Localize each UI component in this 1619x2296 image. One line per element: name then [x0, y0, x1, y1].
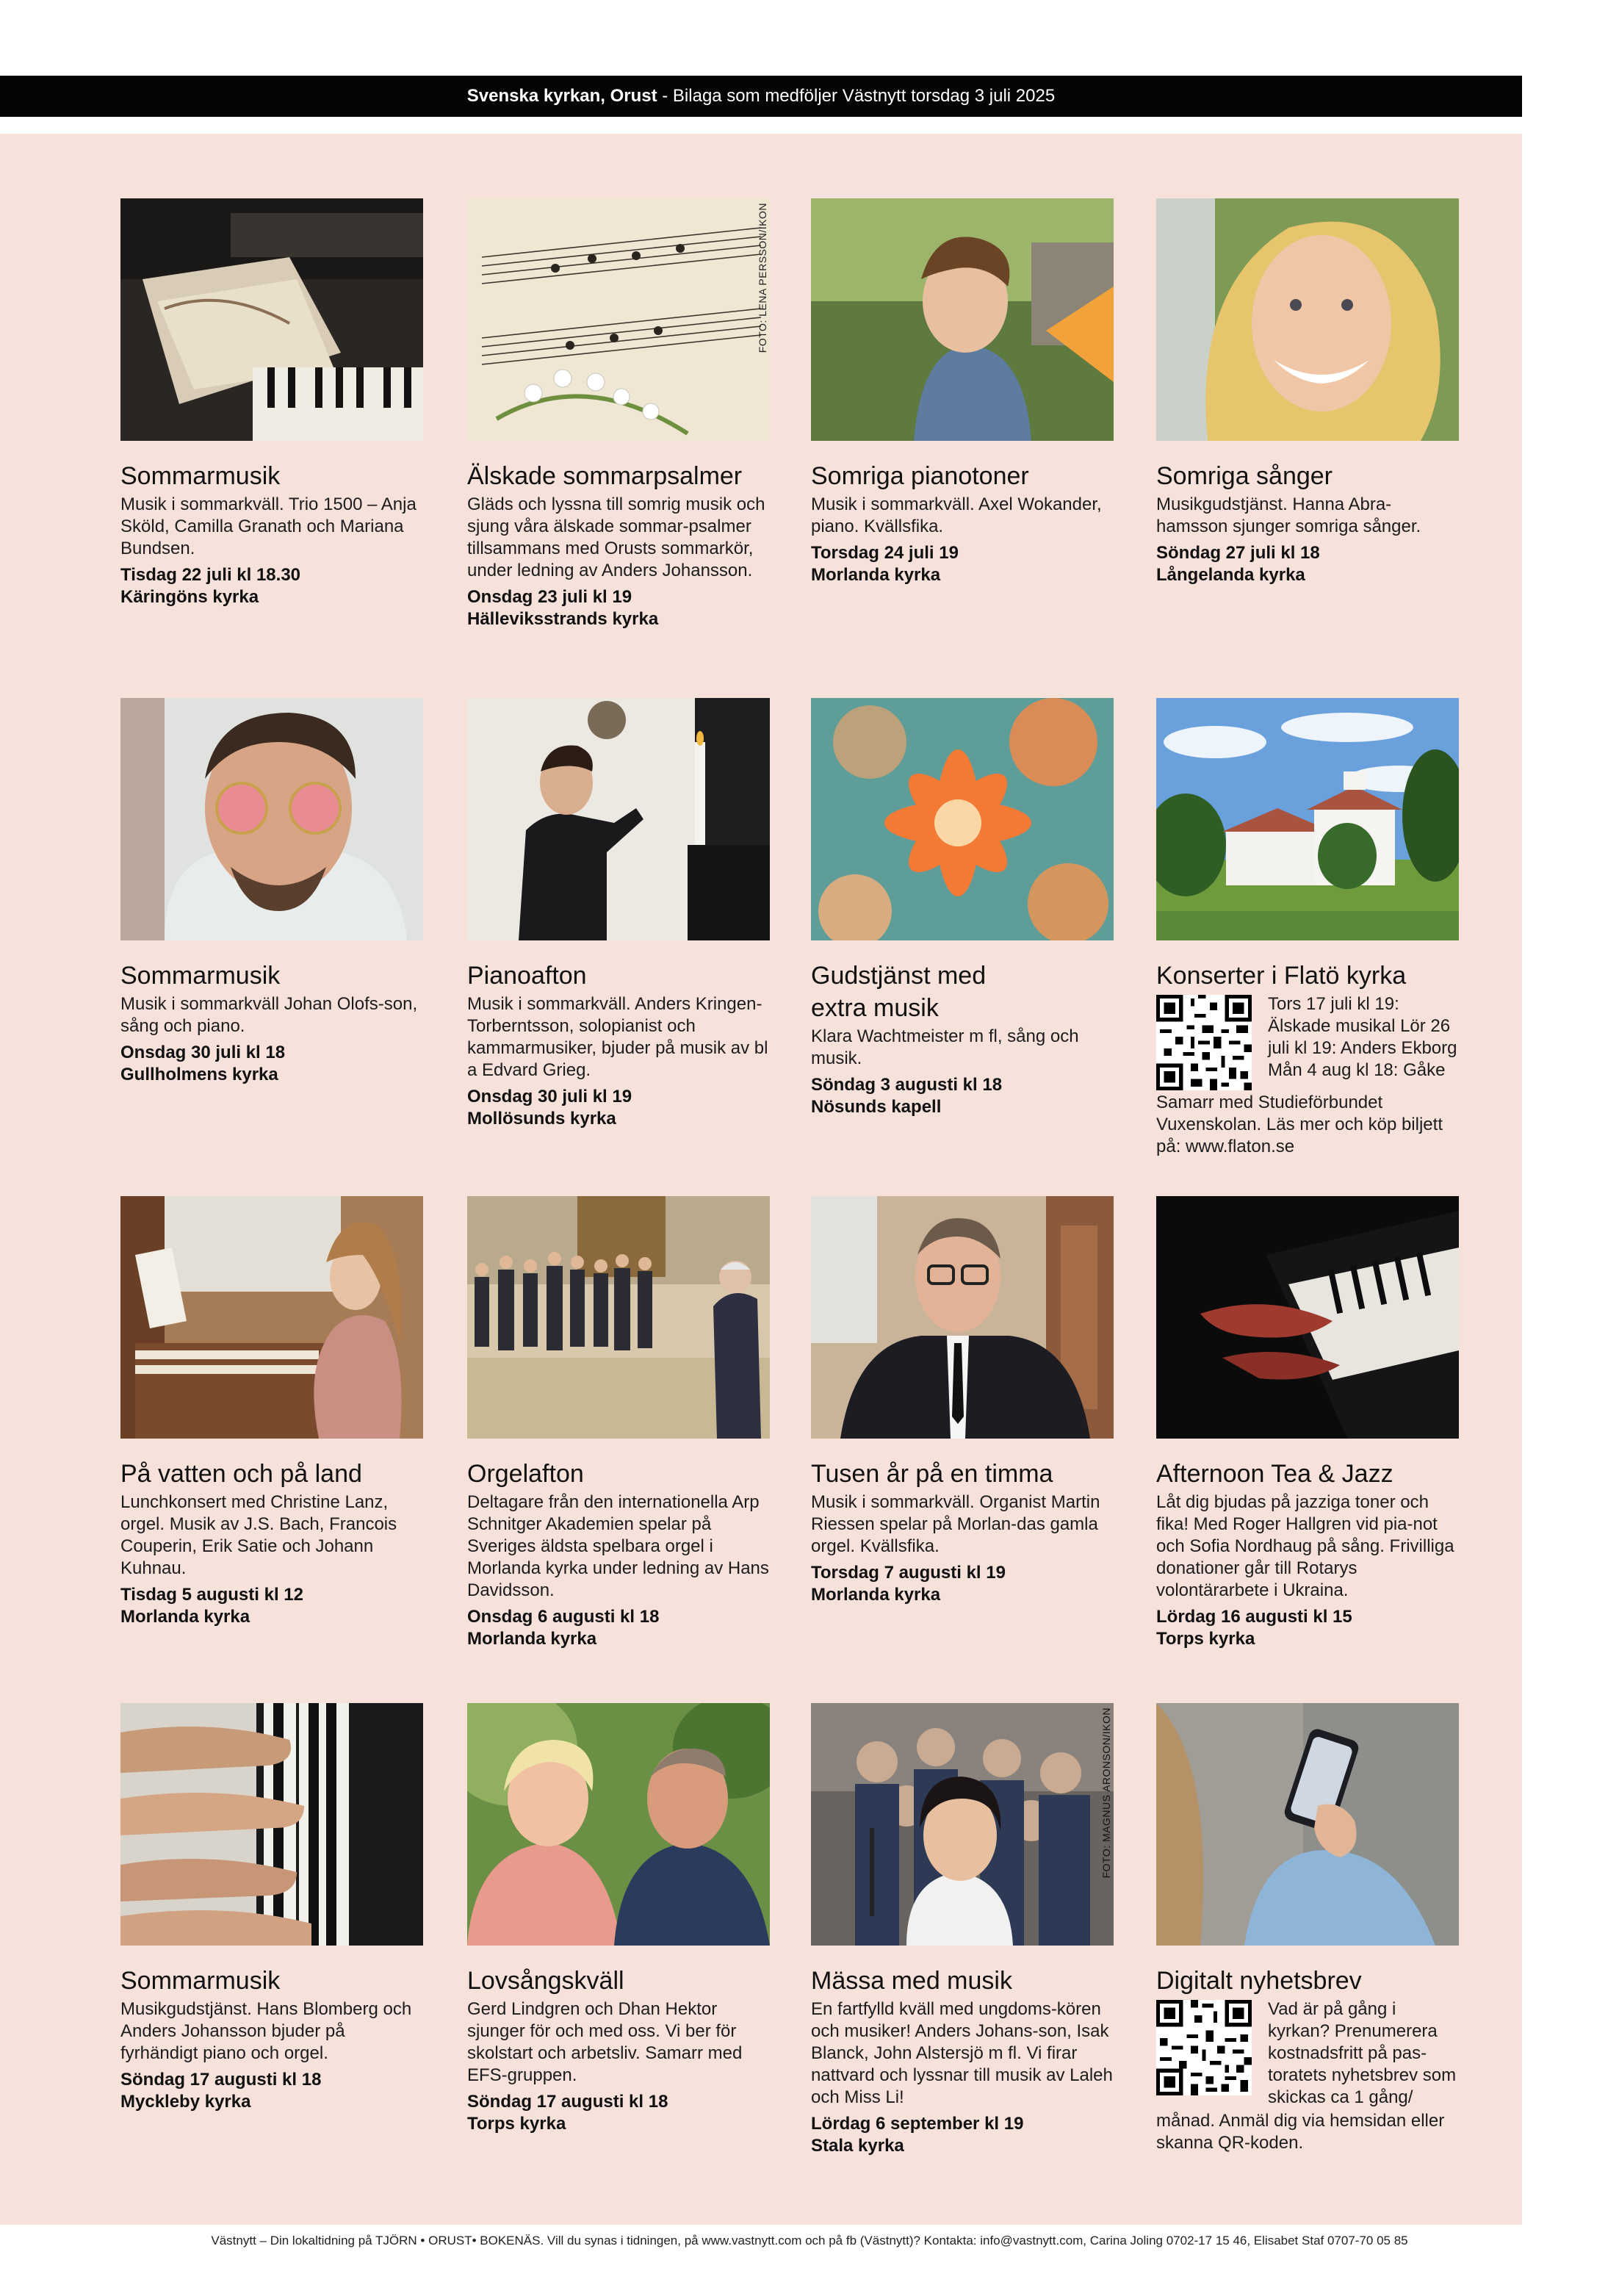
event-title: Tusen år på en timma [811, 1460, 1053, 1488]
event-card [120, 1703, 423, 2113]
event-title: Sommarmusik [120, 462, 281, 490]
event-title: Älskade sommarpsalmer [467, 462, 743, 490]
event-description: Låt dig bjudas på jazziga toner och fika! Med Roger Hallgren vid pia-not och Sofia Nordhaug på sång. Frivilliga donationer går till Rotarys volontärarbete i Ukraina. [1156, 1492, 1454, 1600]
event-title: Afternoon Tea & Jazz [1156, 1460, 1393, 1488]
event-description: Musikgudstjänst. Hans Blomberg och Anders Johansson bjuder på fyrhändigt piano och orgel. [120, 1999, 412, 2063]
event-description: Samarr med Studieförbundet Vuxenskolan. Läs mer och köp biljett på: www.flaton.se [1156, 1093, 1443, 1156]
qr-code-icon[interactable] [1156, 995, 1252, 1090]
event-date: Söndag 27 juli kl 18 [1156, 543, 1320, 563]
photo-credit: FOTO: LENA PERSSON/IKON [757, 203, 768, 353]
event-photo [811, 1703, 1114, 1946]
event-photo [120, 1703, 423, 1946]
qr-side-text: Tors 17 juli kl 19: Älskade musikal Lör 26 juli kl 19: Anders Ekborg Mån 4 aug kl 18: Gåke [1268, 994, 1457, 1080]
event-location: Käringöns kyrka [120, 587, 259, 607]
event-photo [811, 698, 1114, 940]
supplement-header-bar [0, 76, 1522, 117]
event-description: Musik i sommarkväll. Anders Kringen-Torberntsson, solopianist och kammarmusiker, bjuder på musik av bl a Edvard Grieg. [467, 994, 768, 1080]
event-date: Söndag 17 augusti kl 18 [467, 2092, 668, 2112]
event-location: Morlanda kyrka [811, 565, 941, 585]
event-card [467, 698, 770, 1130]
event-location: Morlanda kyrka [811, 1585, 941, 1605]
event-photo [467, 698, 770, 940]
qr-side-text: Vad är på gång i kyrkan? Prenumerera kostnadsfritt på pas-toratets nyhetsbrev som skickas ca 1 gång/ [1268, 1999, 1457, 2107]
event-card [120, 198, 423, 608]
event-date: Onsdag 23 juli kl 19 [467, 587, 632, 607]
event-date: Torsdag 7 augusti kl 19 [811, 1563, 1006, 1583]
event-title: Lovsångskväll [467, 1967, 624, 1995]
event-title: Somriga sånger [1156, 462, 1333, 490]
event-title: Gudstjänst med extra musik [811, 962, 987, 1022]
event-title: Orgelafton [467, 1460, 584, 1488]
event-location: Nösunds kapell [811, 1097, 942, 1117]
qr-code-icon[interactable] [1156, 2000, 1252, 2095]
event-title: På vatten och på land [120, 1460, 362, 1488]
event-date: Onsdag 30 juli kl 18 [120, 1043, 286, 1062]
event-date: Onsdag 30 juli kl 19 [467, 1087, 632, 1106]
event-location: Mollösunds kyrka [467, 1109, 616, 1129]
event-card [1156, 1703, 1459, 2154]
qr-section [1156, 1997, 1459, 2109]
event-card [1156, 198, 1459, 586]
event-title: Sommarmusik [120, 962, 281, 990]
event-location: Morlanda kyrka [120, 1607, 250, 1627]
event-description: Musik i sommarkväll. Trio 1500 – Anja Sköld, Camilla Granath och Mariana Bundsen. [120, 494, 417, 558]
event-location: Långelanda kyrka [1156, 565, 1305, 585]
event-card [811, 198, 1114, 586]
event-card [120, 698, 423, 1086]
event-card [467, 198, 770, 630]
event-date: Lördag 6 september kl 19 [811, 2114, 1024, 2134]
event-card [811, 1196, 1114, 1606]
event-location: Myckleby kyrka [120, 2092, 251, 2112]
event-description: Lunchkonsert med Christine Lanz, orgel. Musik av J.S. Bach, Francois Couperin, Erik Satie och Johann Kuhnau. [120, 1492, 397, 1578]
page-footer: Västnytt – Din lokaltidning på TJÖRN • ORUST• BOKENÄS. Vill du synas i tidningen, på www.vastnytt.com och på fb (Västnytt)? Kontakta: info@vastnytt.com, Carina Joling 0702-17 15 46, Elisabet Staf 0707-70 05 85 [211, 2234, 1408, 2248]
event-photo [1156, 198, 1459, 441]
event-location: Gullholmens kyrka [120, 1065, 278, 1084]
event-title: Mässa med musik [811, 1967, 1012, 1995]
event-photo [811, 1196, 1114, 1439]
event-description: Musik i sommarkväll Johan Olofs-son, sång och piano. [120, 994, 418, 1036]
event-date: Söndag 17 augusti kl 18 [120, 2070, 322, 2090]
event-card [467, 1196, 770, 1650]
event-photo [467, 198, 770, 441]
event-description: Musik i sommarkväll. Organist Martin Riessen spelar på Morlan-das gamla orgel. Kvällsfika. [811, 1492, 1100, 1556]
event-description: Gläds och lyssna till somrig musik och sjung våra älskade sommar-psalmer tillsammans med Orusts sommarkör, under ledning av Anders Johansson. [467, 494, 765, 580]
event-card [1156, 1196, 1459, 1650]
event-photo [467, 1196, 770, 1439]
event-card [811, 1703, 1114, 2157]
event-card [1156, 698, 1459, 1158]
event-date: Tisdag 22 juli kl 18.30 [120, 565, 301, 585]
event-card [811, 698, 1114, 1118]
event-title: Digitalt nyhetsbrev [1156, 1967, 1362, 1995]
event-title: Pianoafton [467, 962, 587, 990]
event-title: Sommarmusik [120, 1967, 281, 1995]
event-photo [1156, 698, 1459, 940]
event-date: Tisdag 5 augusti kl 12 [120, 1585, 303, 1605]
event-location: Hälleviksstrands kyrka [467, 609, 659, 629]
header-publisher: Svenska kyrkan, Orust [466, 86, 657, 106]
event-title: Somriga pianotoner [811, 462, 1029, 490]
event-description: Musikgudstjänst. Hanna Abra-hamsson sjunger somriga sånger. [1156, 494, 1421, 536]
event-location: Torps kyrka [1156, 1629, 1255, 1649]
event-photo [1156, 1703, 1459, 1946]
event-description: En fartfylld kväll med ungdoms-kören och musiker! Anders Johans-son, Isak Blanck, John Alstersjö m fl. Vi firar nattvard och lyssnar till musik av Laleh och Miss Li! [811, 1999, 1113, 2107]
event-photo [811, 198, 1114, 441]
event-photo [1156, 1196, 1459, 1439]
event-date: Lördag 16 augusti kl 15 [1156, 1607, 1352, 1627]
event-location: Stala kyrka [811, 2136, 904, 2156]
event-photo [120, 198, 423, 441]
event-photo [467, 1703, 770, 1946]
event-date: Onsdag 6 augusti kl 18 [467, 1607, 660, 1627]
header-subtitle: - Bilaga som medföljer Västnytt torsdag 3 juli 2025 [657, 86, 1056, 106]
event-location: Morlanda kyrka [467, 1629, 597, 1649]
event-description: Musik i sommarkväll. Axel Wokander, piano. Kvällsfika. [811, 494, 1102, 536]
event-date: Söndag 3 augusti kl 18 [811, 1075, 1003, 1095]
event-description: månad. Anmäl dig via hemsidan eller skanna QR-koden. [1156, 2111, 1445, 2153]
event-description: Deltagare från den internationella Arp Schnitger Akademien spelar på Sveriges äldsta spelbara orgel i Morlanda kyrka under ledning av Hans Davidsson. [467, 1492, 769, 1600]
event-photo [120, 698, 423, 940]
photo-credit: FOTO: MAGNUS ARONSON/IKON [1100, 1707, 1112, 1879]
event-description: Klara Wachtmeister m fl, sång och musik. [811, 1026, 1079, 1068]
event-card [467, 1703, 770, 2135]
event-photo [120, 1196, 423, 1439]
qr-section [1156, 992, 1459, 1090]
event-card [120, 1196, 423, 1628]
event-date: Torsdag 24 juli 19 [811, 543, 959, 563]
event-title: Konserter i Flatö kyrka [1156, 962, 1407, 990]
event-description: Gerd Lindgren och Dhan Hektor sjunger för och med oss. Vi ber för skolstart och arbetsliv. Samarr med EFS-gruppen. [467, 1999, 743, 2085]
event-location: Torps kyrka [467, 2114, 566, 2134]
